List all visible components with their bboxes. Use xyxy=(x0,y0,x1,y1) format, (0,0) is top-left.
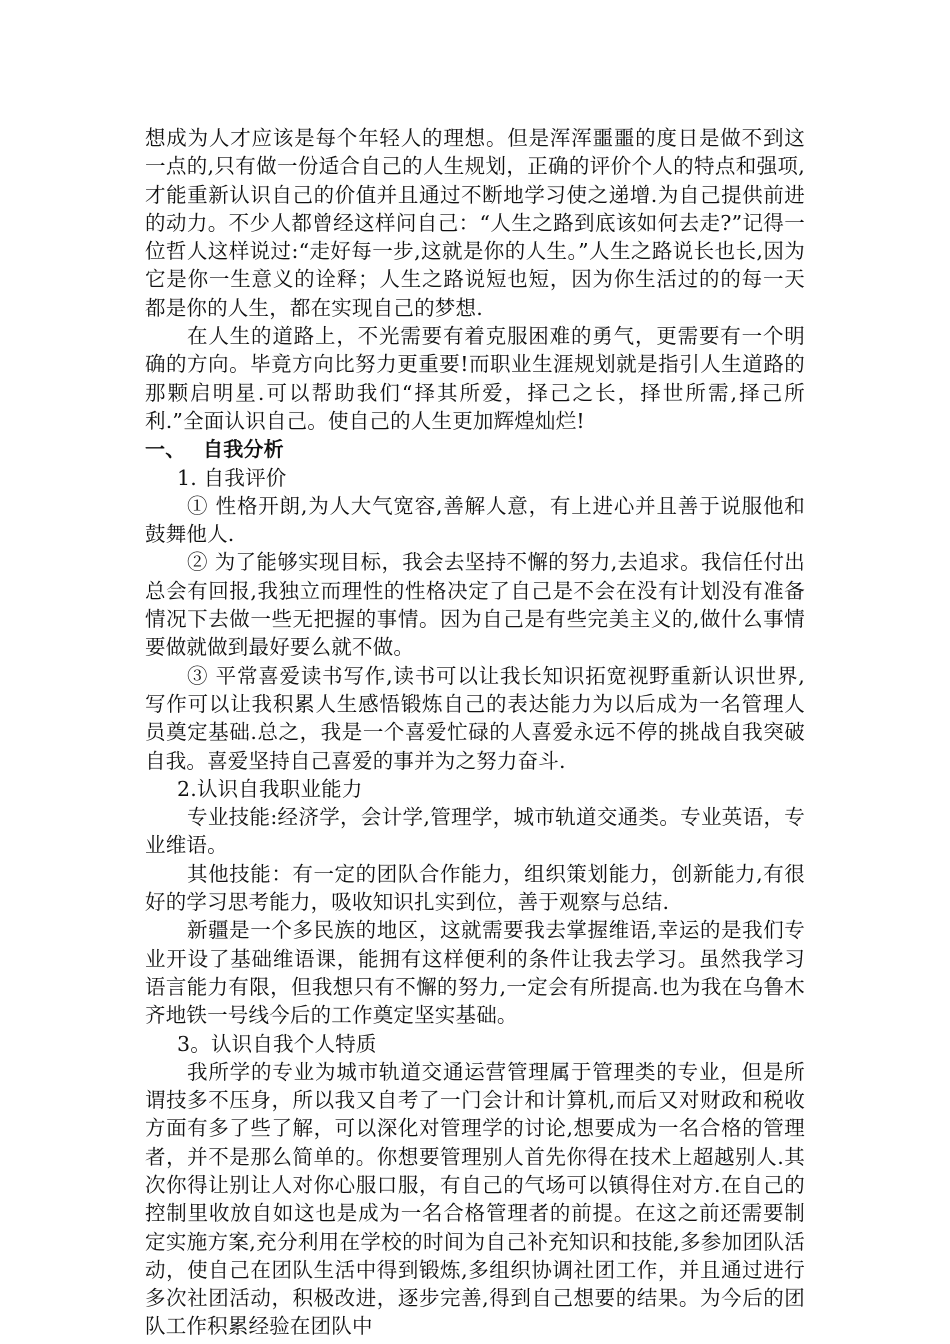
intro-paragraph-2: 在人生的道路上，不光需要有着克服困难的勇气，更需要有一个明确的方向。毕竟方向比努力更重要!而职业生涯规划就是指引人生道路的那颗启明星.可以帮助我们“择其所爱，择己之长，择世所需,择己所利.”全面认识自己。使自己的人生更加辉煌灿烂! xyxy=(145,324,805,433)
subsection-heading-career-ability: 2.认识自我职业能力 xyxy=(177,776,363,801)
intro-paragraph-1: 想成为人才应该是每个年轻人的理想。但是浑浑噩噩的度日是做不到这一点的,只有做一份适合自己的人生规划，正确的评价个人的特点和强项,才能重新认识自己的价值并且通过不断地学习使之递增.为自己提供前进的动力。不少人都曾经这样问自己：“人生之路到底该如何去走?”记得一位哲人这样说过:“走好每一步,这就是你的人生。”人生之路说长也长,因为它是你一生意义的诠释；人生之路说短也短，因为你生活过的的每一天都是你的人生，都在实现自己的梦想. xyxy=(145,126,805,320)
section-number: 一、 xyxy=(145,437,186,462)
paragraph: 专业技能:经济学，会计学,管理学，城市轨道交通类。专业英语，专业维语。 xyxy=(145,805,805,858)
list-item: ① 性格开朗,为人大气宽容,善解人意，有上进心并且善于说服他和鼓舞他人. xyxy=(145,493,805,547)
document-body xyxy=(145,124,805,1341)
subsection-heading-self-evaluation: 1. 自我评价 xyxy=(177,465,287,490)
list-item: ③ 平常喜爱读书写作,读书可以让我长知识拓宽视野重新认识世界,写作可以让我积累人生感悟锻炼自己的表达能力为以后成为一名管理人员奠定基础.总之，我是一个喜爱忙碌的人喜爱永远不停的挑战自我突破自我。喜爱坚持自己喜爱的事并为之努力奋斗. xyxy=(145,663,805,773)
paragraph: 其他技能：有一定的团队合作能力，组织策划能力，创新能力,有很好的学习思考能力，吸收知识扎实到位，善于观察与总结. xyxy=(145,861,805,915)
paragraph: 新疆是一个多民族的地区，这就需要我去掌握维语,幸运的是我们专业开设了基础维语课，能拥有这样便利的条件让我去学习。虽然我学习语言能力有限，但我想只有不懈的努力,一定会有所提高.也为我在乌鲁木齐地铁一号线今后的工作奠定坚实基础。 xyxy=(145,918,805,1028)
subsection-heading-personal-traits: 3。认识自我个人特质 xyxy=(177,1031,377,1056)
section-title: 自我分析 xyxy=(203,437,284,462)
paragraph: 我所学的专业为城市轨道交通运营管理属于管理类的专业，但是所谓技多不压身，所以我又自考了一门会计和计算机,而后又对财政和税收方面有多了些了解，可以深化对管理学的讨论,想要成为一名合格的管理者，并不是那么简单的。你想要管理别人首先你得在技术上超越别人.其次你得让别让人对你心服口服，有自己的气场可以镇得住对方.在自己的控制里收放自如这也是成为一名合格管理者的前提。在这之前还需要制定实施方案,充分利用在学校的时间为自己补充知识和技能,多参加团队活动，使自己在团队生活中得到锻炼,多组织协调社团工作，并且通过进行多次社团活动，积极改进，逐步完善,得到自己想要的结果。为今后的团队工作积累经验在团队中 xyxy=(145,1059,805,1339)
list-item: ② 为了能够实现目标，我会去坚持不懈的努力,去追求。我信任付出总会有回报,我独立而理性的性格决定了自己是不会在没有计划没有准备情况下去做一些无把握的事情。因为自己是有些完美主义的,做什么事情要做就做到最好要么就不做。 xyxy=(145,550,805,660)
section-heading xyxy=(145,435,805,463)
